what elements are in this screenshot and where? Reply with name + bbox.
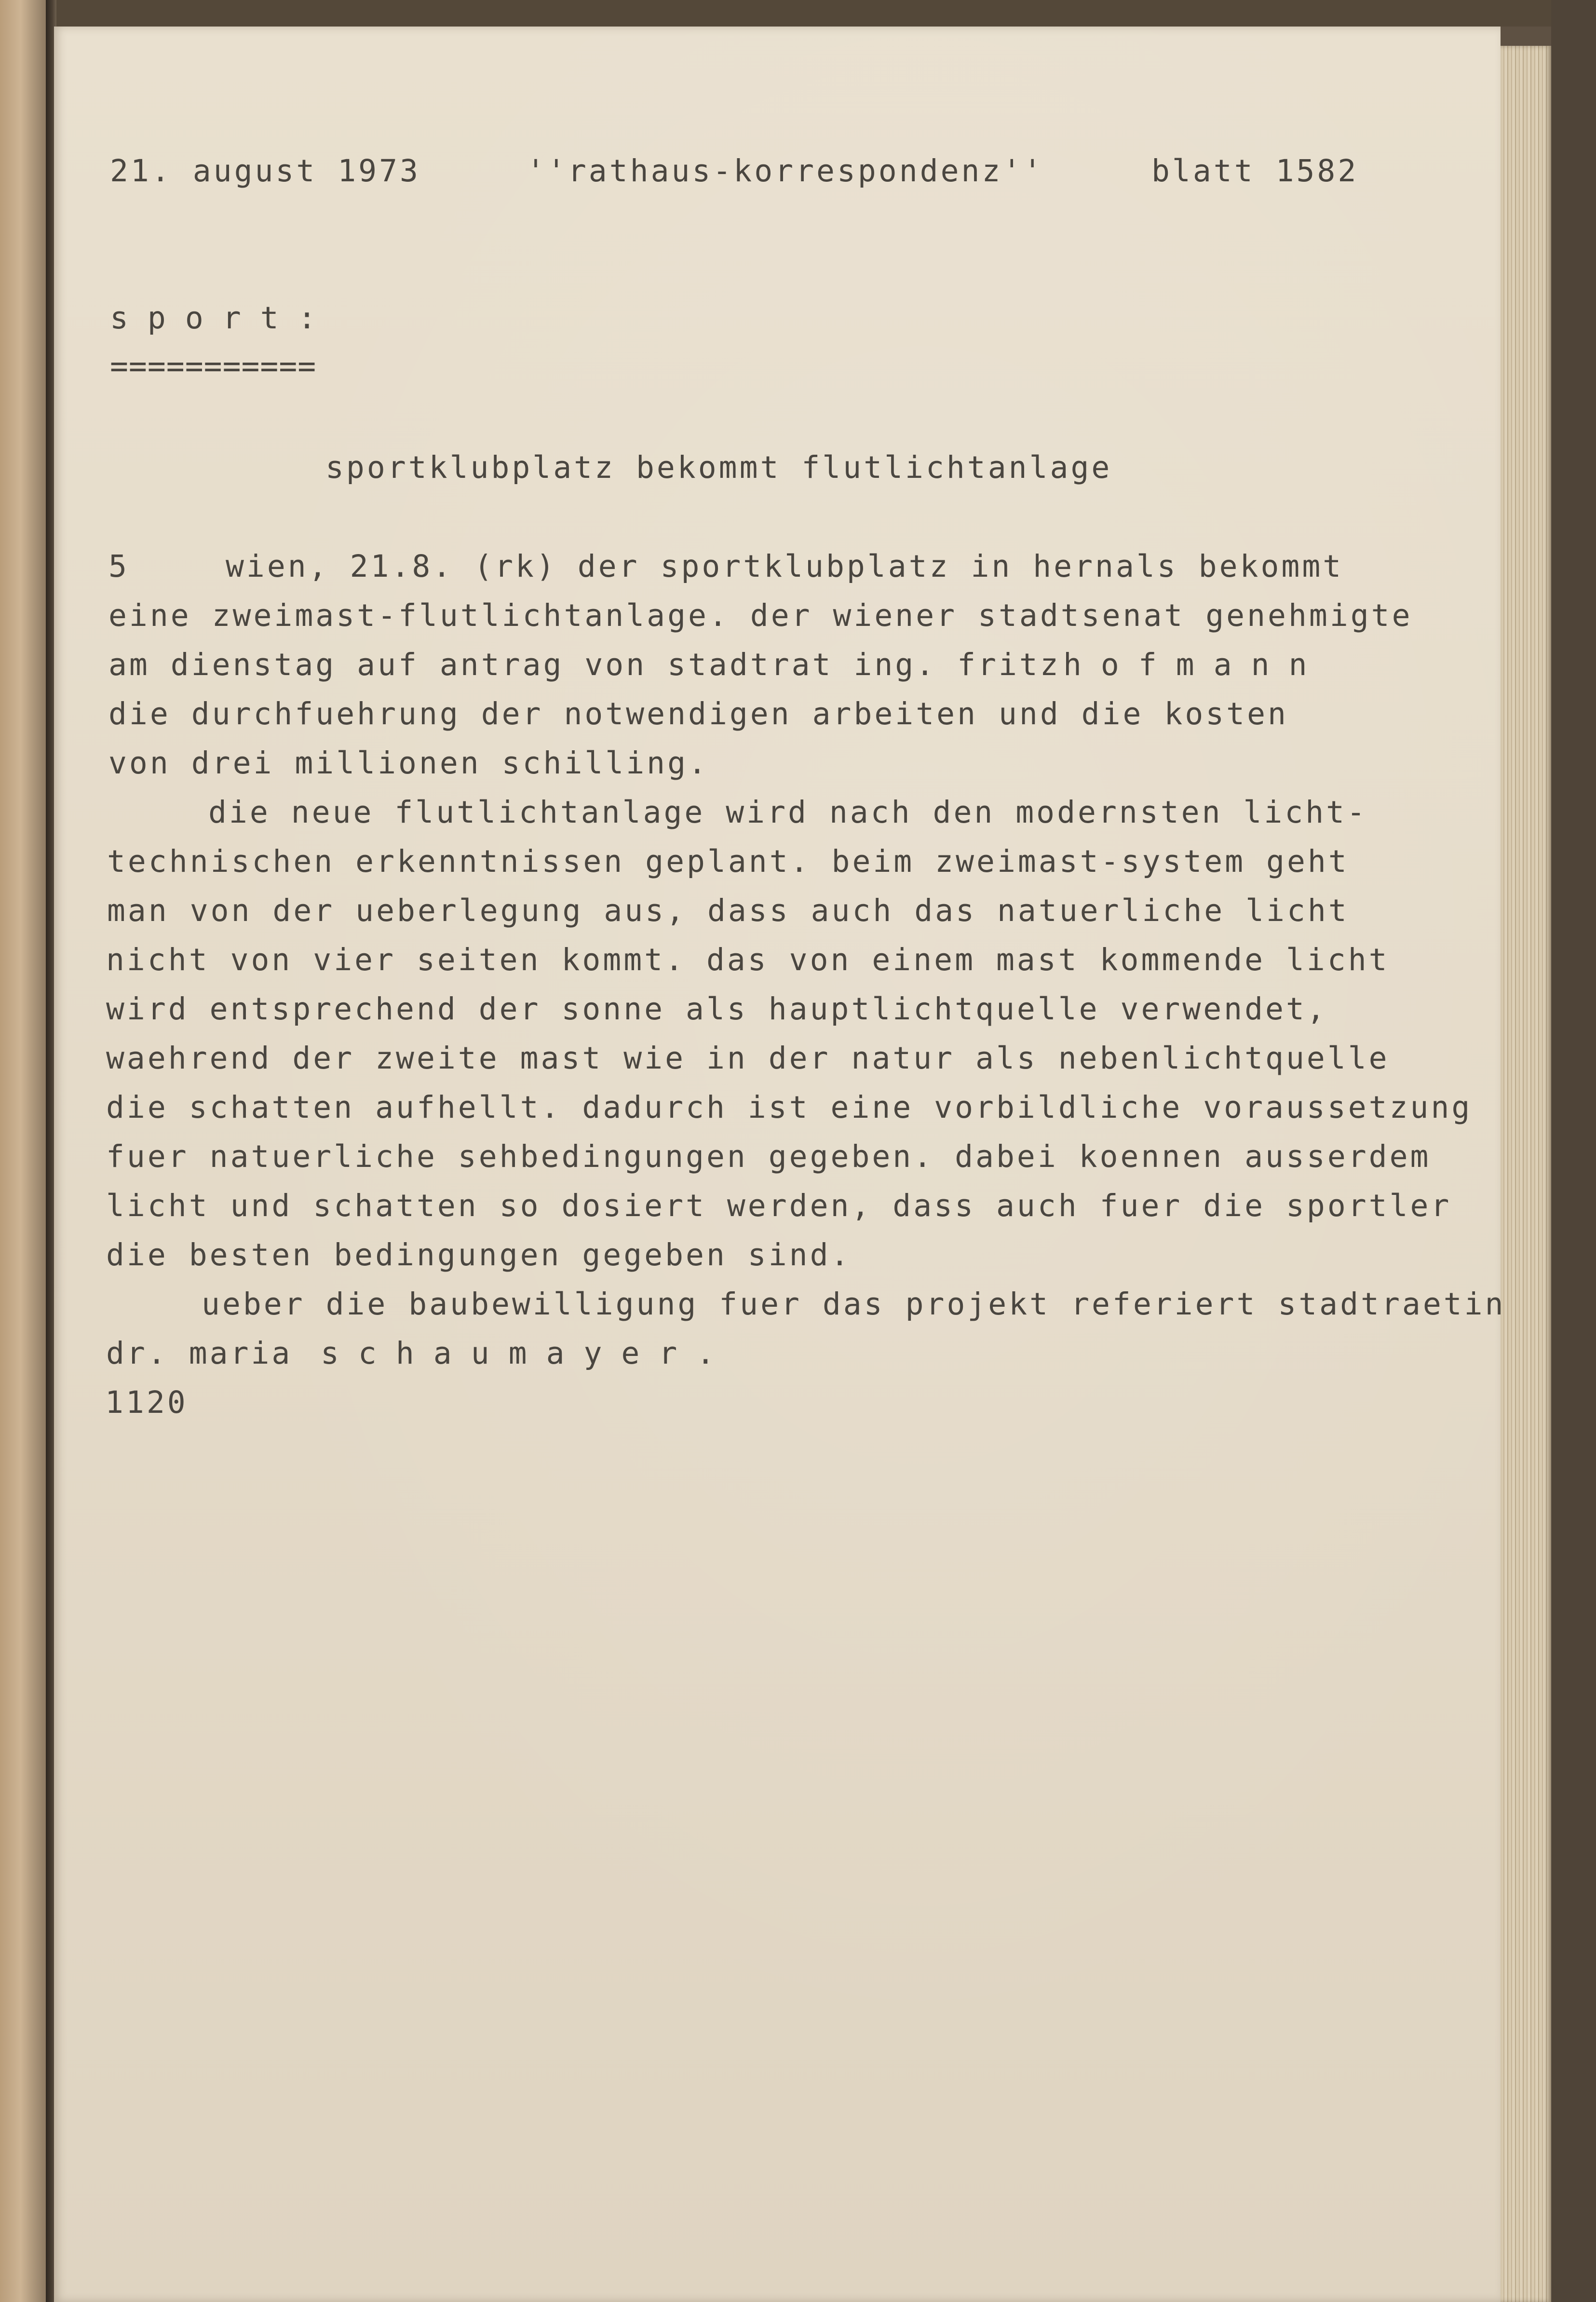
body-line-6: die neue flutlichtanlage wird nach den modernsten licht- bbox=[208, 795, 1368, 830]
header-publication: ''rathaus-korrespondenz'' bbox=[527, 153, 1044, 189]
body-line-17: dr. maria bbox=[106, 1336, 293, 1371]
footer-code: 1120 bbox=[105, 1385, 188, 1420]
body-line-10: wird entsprechend der sonne als hauptlichtquelle verwendet, bbox=[106, 991, 1327, 1027]
body-line-9: nicht von vier seiten kommt. das von einem mast kommende licht bbox=[106, 942, 1390, 977]
body-line-12: die schatten aufhellt. dadurch ist eine vorbildliche voraussetzung bbox=[106, 1090, 1473, 1125]
body-line-3: am dienstag auf antrag von stadtrat ing. fritz bbox=[108, 647, 1061, 682]
body-line-13: fuer natuerliche sehbedingungen gegeben. dabei koennen ausserdem bbox=[106, 1139, 1431, 1174]
body-line-1: wien, 21.8. (rk) der sportklubplatz in hernals bekommt bbox=[226, 549, 1344, 584]
header-sheet-number: blatt 1582 bbox=[1151, 153, 1359, 189]
section-heading: sport: bbox=[110, 300, 336, 336]
background-top bbox=[54, 0, 1551, 27]
name-hofmann: hofmann bbox=[1063, 647, 1326, 682]
body-line-15: die besten bedingungen gegeben sind. bbox=[106, 1237, 852, 1273]
body-line-14: licht und schatten so dosiert werden, dass auch fuer die sportler bbox=[106, 1188, 1452, 1223]
body-line-2: eine zweimast-flutlichtanlage. der wiener stadtsenat genehmigte bbox=[108, 598, 1413, 633]
body-line-8: man von der ueberlegung aus, dass auch das natuerliche licht bbox=[107, 893, 1349, 928]
body-line-16: ueber die baubewilligung fuer das projekt referiert stadtraetin bbox=[202, 1286, 1506, 1322]
binder-strip bbox=[0, 0, 46, 2302]
article-number: 5 bbox=[108, 549, 129, 584]
body-line-4: die durchfuehrung der notwendigen arbeiten und die kosten bbox=[108, 696, 1288, 731]
body-line-5: von drei millionen schilling. bbox=[108, 745, 709, 781]
article-title: sportklubplatz bekommt flutlichtanlage bbox=[325, 450, 1112, 485]
background-right bbox=[1551, 0, 1596, 2302]
body-line-11: waehrend der zweite mast wie in der natur als nebenlichtquelle bbox=[106, 1041, 1390, 1076]
section-underline: =========== bbox=[110, 349, 317, 384]
name-schaumayer: schaumayer. bbox=[321, 1336, 734, 1371]
body-line-7: technischen erkenntnissen geplant. beim zweimast-system geht bbox=[107, 844, 1349, 879]
header-date: 21. august 1973 bbox=[110, 153, 420, 189]
page-stack-edges bbox=[1501, 46, 1551, 2302]
